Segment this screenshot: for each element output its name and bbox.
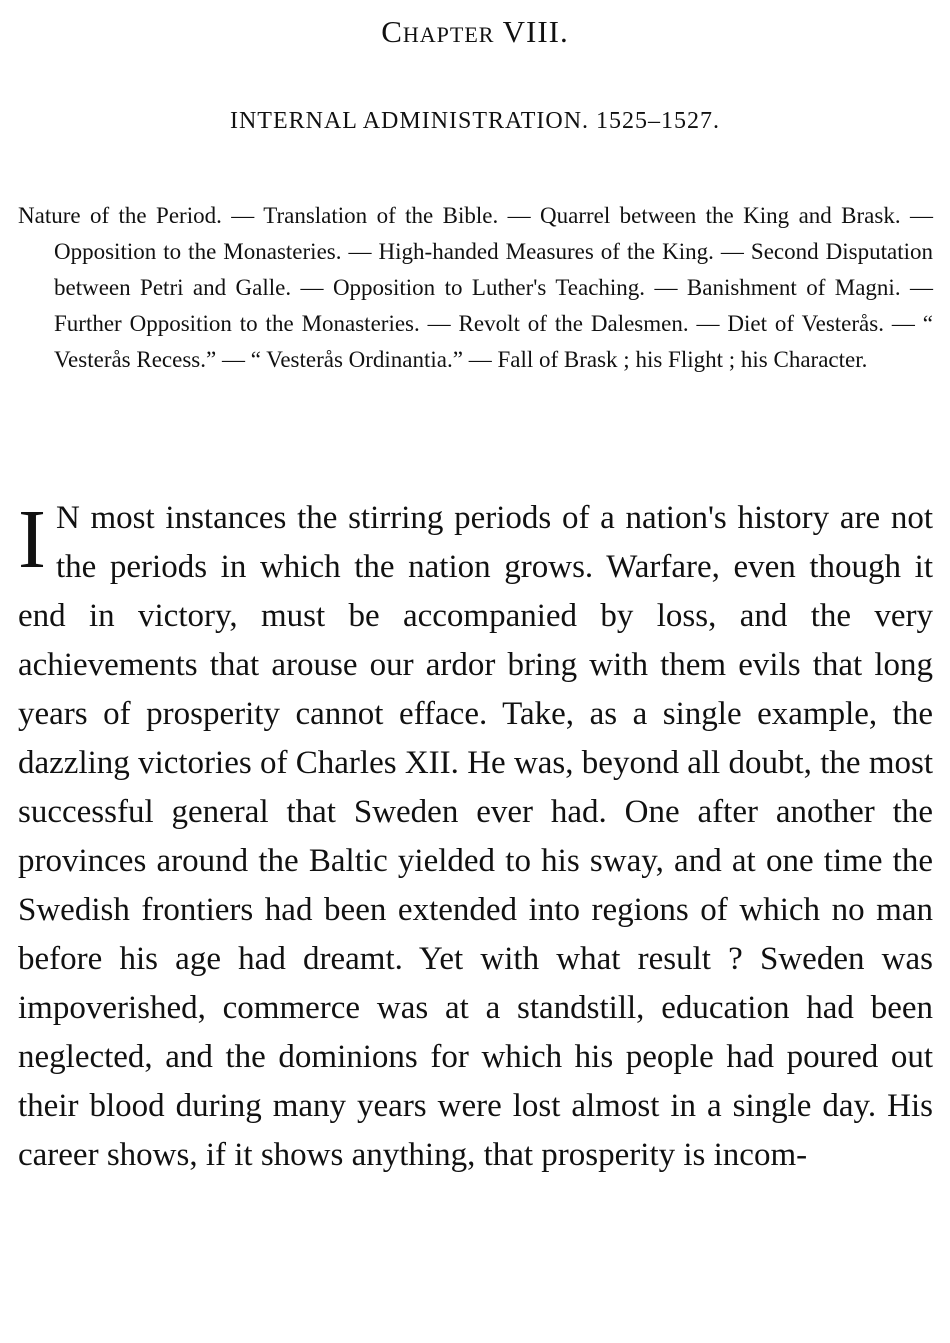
drop-cap: I xyxy=(18,493,46,586)
chapter-synopsis: Nature of the Period. — Translation of the Bible. — Quarrel between the King and Brask. — Opposition to the Monasteries. — High-handed Measures of the King. — Second Disputation between Petri and Galle. — Opposition to Luther's Teaching. — Banishment of Magni. — Further Opposition to the Monasteries. — Revolt of the Dalesmen. — Diet of Vesterås. — “ Vesterås Recess.” — “ Vesterås Ordinantia.” — Fall of Brask ; his Flight ; his Character. xyxy=(18,203,933,372)
chapter-heading: Chapter VIII. xyxy=(381,14,569,49)
chapter-subtitle: INTERNAL ADMINISTRATION. 1525–1527. xyxy=(229,108,721,134)
body-paragraph xyxy=(18,494,933,1180)
body-paragraph-text: N most instances the stirring periods of a nation's history are not the periods in which the nation grows. Warfare, even though it end in victory, must be accompanied by loss, and the very achievements that arouse our ardor bring with them evils that long years of prosperity cannot efface. Take, as a single example, the dazzling victories of Charles XII. He was, beyond all doubt, the most successful general that Sweden ever had. One after another the provinces around the Baltic yielded to his sway, and at one time the Swedish frontiers had been extended into regions of which no man before his age had dreamt. Yet with what result ? Sweden was impoverished, commerce was at a standstill, education had been neglected, and the dominions for which his people had poured out their blood during many years were lost almost in a single day. His career shows, if it shows anything, that prosperity is incom- xyxy=(18,500,933,1173)
